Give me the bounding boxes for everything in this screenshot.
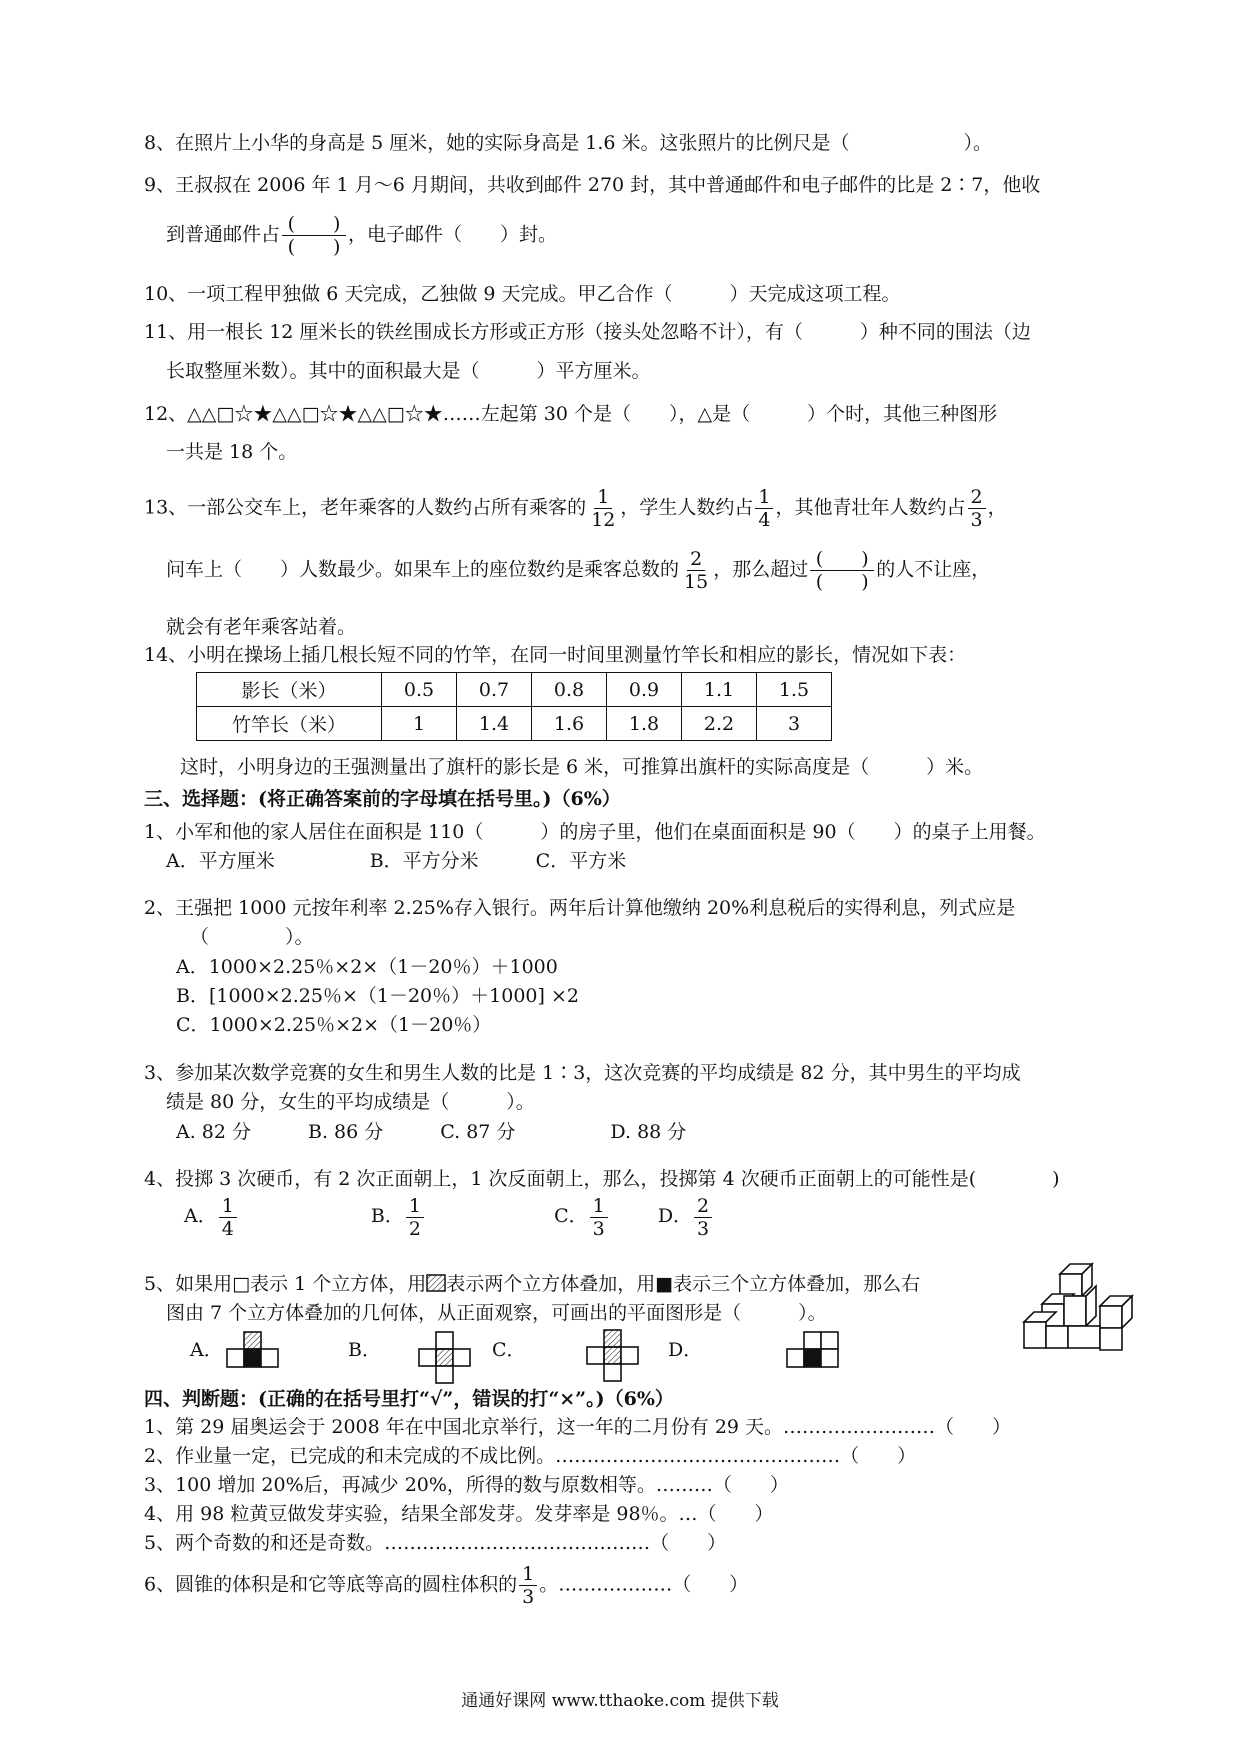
choice-4: 4、投掷 3 次硬币，有 2 次正面朝上，1 次反面朝上，那么，投掷第 4 次硬币正面朝上的可能性是( ) [144,1168,1060,1190]
choice-2-option-c: C．1000×2.25％×2×（1－20％） [176,1014,492,1036]
fraction-1-3: $\frac{1}{3}$ [519,1563,537,1608]
question-14-line2: 这时，小明身边的王强测量出了旗杆的影长是 6 米，可推算出旗杆的实际高度是（ ）米。 [180,756,984,778]
judge-6: 6、圆锥的体积是和它等底等高的圆柱体积的 $\frac{1}{3}$ 。………………（ ） [144,1563,749,1608]
option-a-figure [226,1330,282,1370]
choice-2-option-b: B．[1000×2.25％×（1－20％）＋1000] ×2 [176,985,579,1007]
q9-text: 到普通邮件占 [166,223,281,246]
question-13-line1: 13、一部公交车上，老年乘客的人数约占所有乘客的 $\frac{1}{12}$ ，学生人数约占 $\frac{1}{4}$ ，其他青壮年人数约占 $\frac{2}{3}$ ， [144,486,1007,531]
q9-text-2: ，电子邮件（ ）封。 [348,223,558,246]
option-b: B． $\frac{1}{2}$ [371,1205,426,1227]
question-14-line1: 14、小明在操场上插几根长短不同的竹竿，在同一时间里测量竹竿长和相应的影长，情况如下表： [144,644,967,666]
section-choice-title: 三、选择题：(将正确答案前的字母填在括号里。)（6%） [144,788,621,810]
question-11-line1: 11、用一根长 12 厘米长的铁丝围成长方形或正方形（接头处忽略不计），有（ ）种不同的围法（边 [144,321,1031,343]
judge-5: 5、两个奇数的和还是奇数。……………………………………（ ） [144,1532,727,1554]
table-cell: 0.8 [532,673,607,707]
section-judge-title: 四、判断题：(正确的在括号里打“√”，错误的打“×”。)（6%） [144,1388,674,1410]
table-cell: 1.6 [532,707,607,741]
choice-3-line1: 3、参加某次数学竞赛的女生和男生人数的比是 1∶3，这次竞赛的平均成绩是 82 分，其中男生的平均成 [144,1062,1021,1084]
question-11-line2: 长取整厘米数）。其中的面积最大是（ ）平方厘米。 [166,360,651,382]
table-cell: 2.2 [682,707,757,741]
judge-1: 1、第 29 届奥运会于 2008 年在中国北京举行，这一年的二月份有 29 天。……………………（ ） [144,1416,1012,1438]
choice-1: 1、小军和他的家人居住在面积是 110（ ）的房子里，他们在桌面面积是 90（ ）的桌子上用餐。 [144,821,1046,843]
table-cell: 0.5 [382,673,457,707]
table-cell: 1.8 [607,707,682,741]
page-footer: 通通好课网 www.tthaoke.com 提供下载 [461,1691,779,1711]
table-cell: 0.7 [457,673,532,707]
choice-2-line2: （ ）。 [190,926,314,948]
choice-5-line2: 图由 7 个立方体叠加的几何体，从正面观察，可画出的平面图形是（ ）。 [166,1302,827,1324]
cube-stack-figure [1020,1254,1150,1362]
q13-blank-fraction: $\frac{( )}{( )}$ [810,548,874,593]
question-9-line2 [166,213,557,258]
choice-2-option-a: A．1000×2.25％×2×（1－20％）＋1000 [176,956,558,978]
fraction-numerator: ( ) [282,213,346,236]
choice-4-options [184,1186,714,1246]
table-cell: 1.4 [457,707,532,741]
q9-blank-fraction [282,213,346,258]
table-cell: 3 [757,707,832,741]
judge-2: 2、作业量一定，已完成的和未完成的不成比例。………………………………………（ ） [144,1445,917,1467]
question-8: 8、在照片上小华的身高是 5 厘米，她的实际身高是 1.6 米。这张照片的比例尺是（ ）。 [144,132,993,154]
judge-4: 4、用 98 粒黄豆做发芽实验，结果全部发芽。发芽率是 98％。…（ ） [144,1503,774,1525]
table-row [197,673,832,707]
table-cell: 1.5 [757,673,832,707]
choice-3-options: A. 82 分 B. 86 分 C. 87 分 D. 88 分 [176,1121,687,1143]
fraction-1-12: $\frac{1}{12}$ [591,486,616,531]
question-12-line1: 12、△△□☆★△△□☆★△△□☆★……左起第 30 个是（ ），△是（ ）个时，其他三种图形 [144,403,998,425]
question-10: 10、一项工程甲独做 6 天完成，乙独做 9 天完成。甲乙合作（ ）天完成这项工程。 [144,283,901,305]
choice-5-label-a: A． [190,1339,223,1361]
row-header-pole: 竹竿长（米） [197,707,382,741]
question-12-line2: 一共是 18 个。 [166,441,298,463]
choice-1-options: A．平方厘米 B．平方分米 C．平方米 [166,850,627,872]
table-cell: 1.1 [682,673,757,707]
option-d: D． $\frac{2}{3}$ [658,1205,714,1227]
judge-3: 3、100 增加 20%后，再减少 20%，所得的数与原数相等。………（ ） [144,1474,789,1496]
fraction-denominator: ( ) [287,236,341,258]
question-13-line3: 就会有老年乘客站着。 [166,616,357,638]
shadow-length-table [196,672,832,741]
choice-5-label-c: C． [492,1339,526,1361]
option-d-figure [786,1330,842,1370]
choice-5-line1: 5、如果用□表示 1 个立方体，用 表示两个立方体叠加，用■表示三个立方体叠加，那么右 [144,1273,921,1295]
choice-3-line2: 绩是 80 分，女生的平均成绩是（ ）。 [166,1091,535,1113]
hatched-square-icon [426,1274,446,1292]
choice-5-label-d: D． [668,1339,703,1361]
question-9-line1: 9、王叔叔在 2006 年 1 月～6 月期间，共收到邮件 270 封，其中普通邮件和电子邮件的比是 2∶7，他收 [144,174,1041,196]
choice-2-line1: 2、王强把 1000 元按年利率 2.25%存入银行。两年后计算他缴纳 20%利息税后的实得利息，列式应是 [144,897,1016,919]
choice-5-label-b: B． [348,1339,381,1361]
table-cell: 1 [382,707,457,741]
option-a: A． $\frac{1}{4}$ [184,1205,239,1227]
row-header-shadow: 影长（米） [197,673,382,707]
fraction-2-3: $\frac{2}{3}$ [968,486,986,531]
option-c-figure [586,1328,642,1388]
table-row [197,707,832,741]
option-b-figure [418,1330,474,1388]
fraction-2-15: $\frac{2}{15}$ [684,548,709,593]
fraction-1-4: $\frac{1}{4}$ [755,486,773,531]
table-cell: 0.9 [607,673,682,707]
question-13-line2: 问车上（ ）人数最少。如果车上的座位数约是乘客总数的 $\frac{2}{15}$ ，那么超过 $\frac{( )}{( )}$ 的人不让座， [166,548,991,593]
option-c: C． $\frac{1}{3}$ [554,1205,610,1227]
